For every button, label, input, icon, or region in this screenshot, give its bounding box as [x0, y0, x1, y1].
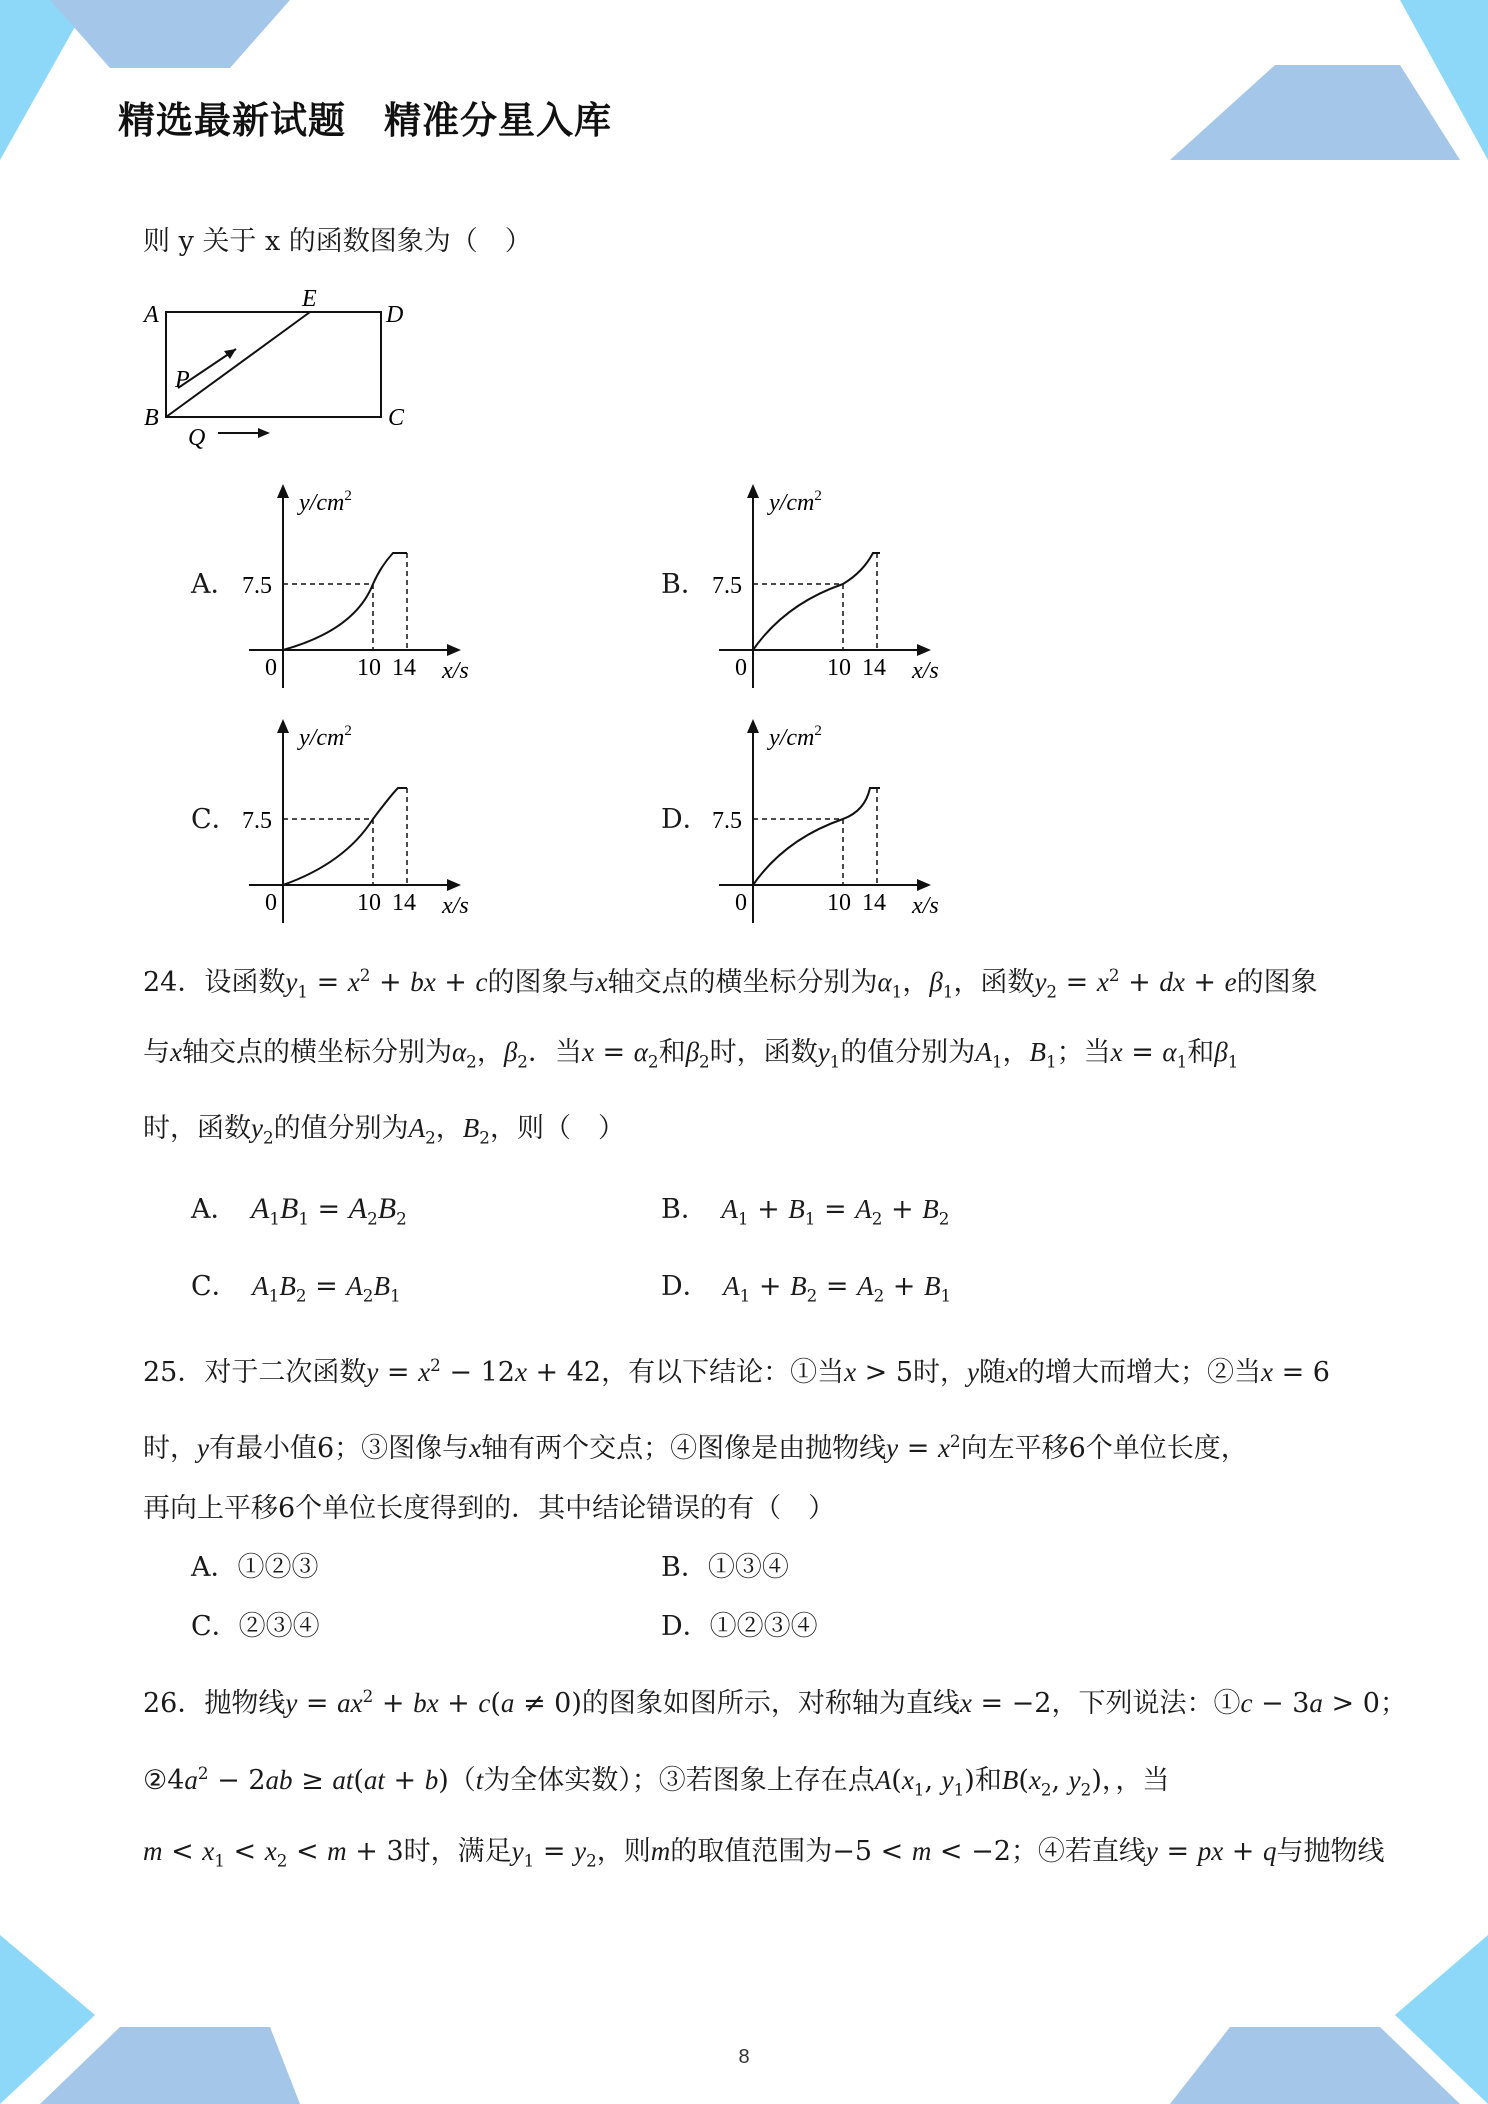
text: ；当 [1056, 1037, 1111, 1068]
q24-line-2: 与x轴交点的横坐标分别为$\alpha_2$，$\beta_2$．当$x = \alpha_2$和$\beta_2$时，函数$y_1$的值分别为$A_1$，$B_1$；当$x = \alpha_1$和$\beta_1$ [143, 1037, 1239, 1072]
y-axis-label-exponent: 2 [344, 723, 352, 739]
text: 设函数 [204, 967, 286, 998]
origin-label: 0 [735, 655, 747, 681]
x-axis-label: x/s [442, 658, 469, 684]
y-value-label: 7.5 [242, 808, 272, 834]
text: ，有以下结论：①当 [601, 1357, 845, 1388]
svg-text:y/cm2 [297, 723, 352, 751]
y-axis-label: y/cm [299, 490, 345, 516]
x-tick-14: 14 [392, 655, 416, 681]
origin-label: 0 [735, 890, 747, 916]
graph-option-d [705, 715, 965, 930]
graph-option-c [235, 715, 495, 930]
label-D: D [386, 302, 404, 328]
choice-letter: C． [191, 1611, 239, 1642]
q24-line-1: 24．设函数$y_1 = x^2$ + bx + c的图象与x轴交点的横坐标分别为$\alpha_1$，$\beta_1$，函数$y_2 = x^2$ + dx + e的图象 [143, 965, 1318, 1002]
text: 抛物线 [204, 1688, 286, 1719]
svg-text:y/cm2 [767, 488, 822, 516]
choice-text: ①②③④ [709, 1611, 818, 1642]
graph-option-a [235, 480, 495, 695]
text: 轴有两个交点；④图像是由抛物线 [481, 1433, 887, 1464]
graph-option-d-label: D． [661, 804, 710, 835]
q26-line-2: $②4a^2 - 2ab \ge at(at + b)(t$为全体实数）；③若图象上存在点$A(x_1$, $y_1$)和$B(x_2$, $y_2$)，，当 [143, 1763, 1170, 1800]
text: 时，函数 [709, 1037, 818, 1068]
q25-choice-a[interactable] [191, 1548, 319, 1588]
y-value-label: 7.5 [712, 808, 742, 834]
choice-text: ①③④ [707, 1552, 789, 1583]
x-tick-14: 14 [862, 890, 886, 916]
text: 的图象与 [487, 967, 596, 998]
question-number: 26． [143, 1688, 205, 1719]
rectangle-figure [140, 285, 450, 460]
svg-text:y/cm2 [297, 488, 352, 516]
x-tick-14: 14 [862, 655, 886, 681]
text: 有最小值 [208, 1433, 317, 1464]
text: ； [1379, 1688, 1407, 1719]
text: 和 [974, 1765, 1002, 1796]
x-axis-label: x/s [442, 893, 469, 919]
text: 与 [143, 1037, 170, 1068]
text: ，则 [596, 1836, 651, 1867]
text: （ [448, 1765, 476, 1796]
choice-letter: C． [191, 1271, 226, 1302]
corner-decoration-top-left [0, 0, 300, 170]
q25-choice-c[interactable] [191, 1607, 320, 1647]
text: ，当 [1115, 1765, 1170, 1796]
q24-line-3: 时，函数$y_2$的值分别为$A_2$，$B_2$，则（ ） [143, 1113, 625, 1148]
corner-decoration-bottom-right [1140, 1935, 1488, 2104]
choice-letter: D． [661, 1611, 710, 1642]
label-E: E [302, 286, 317, 312]
text: 轴交点的横坐标分别为 [607, 967, 878, 998]
q25-choice-d[interactable] [661, 1607, 818, 1647]
text: ，下列说法：① [1051, 1688, 1241, 1719]
text: 的值分别为 [273, 1113, 409, 1144]
text: 6个单位长度， [1068, 1433, 1248, 1464]
text: 的值分别为 [840, 1037, 976, 1068]
text: ，函数 [953, 967, 1035, 998]
graph-option-c-label: C． [191, 804, 239, 835]
x-tick-10: 10 [357, 655, 381, 681]
q25-line-1: 25．对于二次函数$y = x^2 - 12x + 42$，有以下结论：①当x > 5时，y随x的增大而增大；②当x = 6 [143, 1355, 1330, 1388]
x-tick-10: 10 [827, 655, 851, 681]
corner-decoration-top-right [1170, 0, 1488, 170]
text: ；④若直线 [1010, 1836, 1146, 1867]
label-A: A [144, 302, 159, 328]
text: 的取值范围为 [670, 1836, 833, 1867]
question-intro [143, 222, 532, 262]
text: 对于二次函数 [204, 1357, 367, 1388]
choice-letter: A． [191, 1194, 224, 1225]
page-number: 8 [738, 2046, 750, 2068]
choice-letter: B． [661, 1194, 695, 1225]
text: 6；③图像与 [316, 1433, 470, 1464]
text: 的增大而增大；②当 [1018, 1357, 1261, 1388]
choice-letter: B． [661, 1552, 708, 1583]
y-axis-label: y/cm [769, 725, 815, 751]
x-axis-label: x/s [912, 893, 939, 919]
label-Q: Q [188, 425, 206, 451]
label-P: P [175, 367, 190, 393]
x-axis-label: x/s [912, 658, 939, 684]
q25-line-2: 时，y有最小值6；③图像与x轴有两个交点；④图像是由抛物线$y = x^2$向左平移6个单位长度， [143, 1431, 1248, 1464]
q25-choice-b[interactable] [661, 1548, 789, 1588]
text: 与抛物线 [1276, 1836, 1385, 1867]
text: ② [143, 1765, 168, 1796]
svg-text:y/cm2 [767, 723, 822, 751]
q24-choice-c[interactable]: C． $A_1B_2 = A_2B_1$ [191, 1271, 401, 1306]
y-value-label: 7.5 [242, 573, 272, 599]
q24-choice-b[interactable]: B． $A_1 + B_1 = A_2 + B_2$ [661, 1194, 950, 1229]
x-tick-10: 10 [357, 890, 381, 916]
q24-choice-d[interactable]: D． $A_1 + B_2 = A_2 + B_1$ [661, 1271, 952, 1306]
text: 时，满足 [403, 1836, 512, 1867]
y-axis-label-exponent: 2 [814, 488, 822, 504]
text: 轴交点的横坐标分别为 [181, 1037, 452, 1068]
q24-choice-a[interactable]: A． $A_1B_1 = A_2B_2$ [191, 1192, 407, 1229]
q26-line-3: $m < x_1 < x_2 < m + 3$时，满足$y_1 = y_2$，则m的取值范围为−5 < m < −2；④若直线y = px + q与抛物线 [143, 1836, 1385, 1871]
y-axis-label-exponent: 2 [344, 488, 352, 504]
intro-text: 则 y 关于 x 的函数图象为（ ） [143, 226, 532, 257]
text: 时， [913, 1357, 968, 1388]
text: 和 [658, 1037, 686, 1068]
text: 的图象 [1236, 967, 1318, 998]
text: 时，函数 [143, 1113, 251, 1144]
text: ．当 [527, 1037, 582, 1068]
origin-label: 0 [265, 890, 277, 916]
text: 随 [979, 1357, 1007, 1388]
x-tick-10: 10 [827, 890, 851, 916]
y-axis-label: y/cm [769, 490, 815, 516]
text: 的图象如图所示，对称轴为直线 [581, 1688, 960, 1719]
origin-label: 0 [265, 655, 277, 681]
q25-line-3: 再向上平移6个单位长度得到的．其中结论错误的有（ ） [143, 1493, 836, 1524]
question-number: 24． [143, 967, 205, 998]
text: 和 [1187, 1037, 1215, 1068]
label-B: B [144, 405, 159, 431]
y-axis-label: y/cm [299, 725, 345, 751]
y-value-label: 7.5 [712, 573, 742, 599]
choice-letter: A． [191, 1552, 238, 1583]
choice-letter: D． [661, 1271, 697, 1302]
page-header-title: 精选最新试题 精准分星入库 [118, 99, 612, 142]
corner-decoration-bottom-left [0, 1935, 330, 2104]
graph-option-b-label: B． [661, 569, 708, 600]
graph-option-b [705, 480, 965, 695]
choice-text: ①②③ [237, 1552, 319, 1583]
text: 时， [143, 1433, 197, 1464]
graph-option-a-label: A． [191, 569, 238, 600]
x-tick-14: 14 [392, 890, 416, 916]
question-number: 25． [143, 1357, 205, 1388]
label-C: C [388, 405, 405, 431]
y-axis-label-exponent: 2 [814, 723, 822, 739]
q26-line-1: 26．抛物线$y = ax^2$ + bx + c(a ≠ 0)的图象如图所示，对称轴为直线x = −2，下列说法：①c − 3a > 0； [143, 1686, 1407, 1719]
text: 为全体实数）；③若图象上存在点 [483, 1765, 875, 1796]
text: 向左平移 [960, 1433, 1069, 1464]
choice-text: ②③④ [238, 1611, 320, 1642]
text: ，则（ ） [489, 1113, 625, 1144]
